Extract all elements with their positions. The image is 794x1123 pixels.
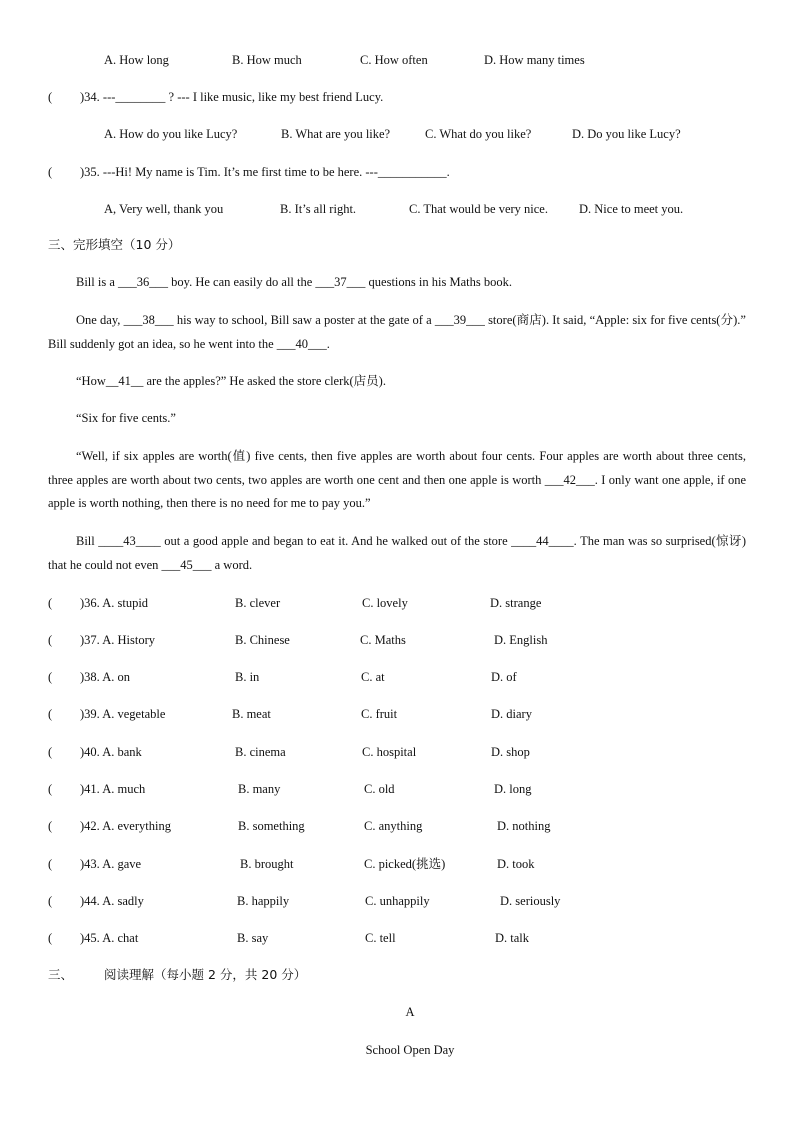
answer-paren: ( [48,894,53,908]
option-c: C. picked(挑选) [364,857,446,871]
q33-option-d: D. How many times [484,53,585,67]
passage-paragraph-1: Bill is a ___36___ boy. He can easily do all the ___37___ questions in his Maths book. [76,275,512,289]
question-number-option-a: )36. A. stupid [80,596,149,610]
option-d: D. nothing [497,819,551,833]
option-b: B. many [238,782,281,796]
option-b: B. in [235,670,260,684]
option-c: C. tell [365,931,396,945]
option-b: B. brought [240,857,294,871]
option-b: B. say [237,931,269,945]
answer-paren: ( [48,931,53,945]
answer-paren: ( [48,633,53,647]
option-b: B. clever [235,596,281,610]
q35-stem: )35. ---Hi! My name is Tim. It’s me first time to be here. ---___________. [80,165,450,179]
passage-paragraph-3: “How__41__ are the apples?” He asked the store clerk(店员). [76,374,386,388]
reading-passage-title: School Open Day [365,1043,455,1057]
question-number-option-a: )41. A. much [80,782,146,796]
question-number-option-a: )37. A. History [80,633,155,647]
answer-paren: ( [48,596,53,610]
option-d: D. took [497,857,535,871]
option-c: C. lovely [362,596,408,610]
option-c: C. at [361,670,385,684]
option-b: B. Chinese [235,633,290,647]
question-number-option-a: )43. A. gave [80,857,142,871]
answer-paren: ( [48,857,53,871]
option-d: D. shop [491,745,530,759]
question-number-option-a: )44. A. sadly [80,894,144,908]
q34-option-d: D. Do you like Lucy? [572,127,681,141]
question-number-option-a: )40. A. bank [80,745,142,759]
option-c: C. unhappily [365,894,430,908]
question-number-option-a: )42. A. everything [80,819,171,833]
q35-option-d: D. Nice to meet you. [579,202,684,216]
option-d: D. diary [491,707,532,721]
answer-paren: ( [48,707,53,721]
answer-paren: ( [48,782,53,796]
option-d: D. talk [495,931,530,945]
option-c: C. old [364,782,395,796]
answer-paren: ( [48,670,53,684]
q34-option-a: A. How do you like Lucy? [104,127,238,141]
q35-option-b: B. It’s all right. [280,202,357,216]
option-b: B. happily [237,894,290,908]
option-d: D. long [494,782,532,796]
section-number-reading: 三、 [48,967,74,982]
option-b: B. cinema [235,745,286,759]
passage-paragraph-4: “Six for five cents.” [76,411,176,425]
answer-paren: ( [48,745,53,759]
q34-answer-paren-open: ( [48,90,53,104]
q35-answer-paren-open: ( [48,165,53,179]
passage-paragraph-6: Bill ____43____ out a good apple and began to eat it. And he walked out of the store ____44____. The man was so surprised(惊讶) that he could not even ___45___ a word. [48,534,746,572]
q33-option-b: B. How much [232,53,302,67]
answer-paren: ( [48,819,53,833]
option-c: C. Maths [360,633,406,647]
q35-option-c: C. That would be very nice. [409,202,548,216]
q34-option-b: B. What are you like? [281,127,391,141]
option-d: D. seriously [500,894,561,908]
option-b: B. something [238,819,305,833]
q33-option-c: C. How often [360,53,428,67]
reading-passage-letter: A [405,1005,415,1019]
question-number-option-a: )38. A. on [80,670,130,684]
section-title-cloze: 三、完形填空（10 分） [48,237,181,252]
option-c: C. fruit [361,707,398,721]
q35-option-a: A, Very well, thank you [104,202,224,216]
section-title-reading: 阅读理解（每小题 2 分，共 20 分） [104,967,307,982]
q34-option-c: C. What do you like? [425,127,532,141]
option-c: C. anything [364,819,423,833]
option-c: C. hospital [362,745,417,759]
question-number-option-a: )39. A. vegetable [80,707,166,721]
option-d: D. strange [490,596,542,610]
passage-paragraph-2: One day, ___38___ his way to school, Bill saw a poster at the gate of a ___39___ store(商店). It said, “Apple: six for five cents(分).” Bill suddenly got an idea, so he went into the ___40___. [48,313,746,351]
q33-option-a: A. How long [104,53,169,67]
passage-paragraph-5: “Well, if six apples are worth(值) five cents, then five apples are worth about four cents. Four apples are worth about three cents, three apples are worth about two cents, two apples are worth one cent and then one apple is worth ___42___. I only want one apple, if one apple is worth nothing, then there is no need for me to pay you.” [48,449,746,510]
q34-stem: )34. ---________ ? --- I like music, like my best friend Lucy. [80,90,384,104]
option-b: B. meat [232,707,271,721]
option-d: D. English [494,633,548,647]
question-number-option-a: )45. A. chat [80,931,139,945]
option-d: D. of [491,670,517,684]
